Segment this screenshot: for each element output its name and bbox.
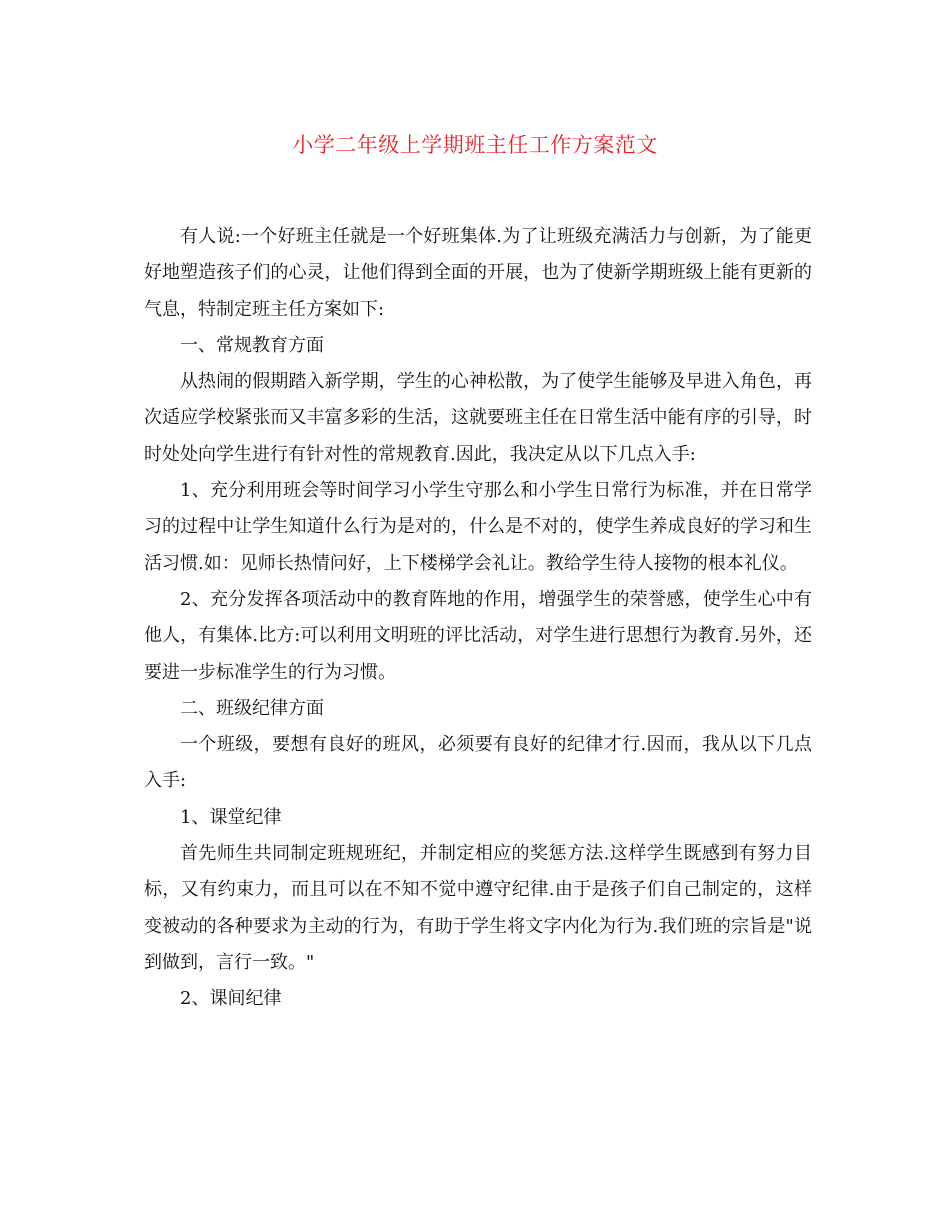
subheading-classroom-discipline: 1、课堂纪律 bbox=[180, 806, 282, 828]
paragraph-point-2: 2、充分发挥各项活动中的教育阵地的作用，增强学生的荣誉感，使学生心中有他人，有集体.比方:可以利用文明班的评比活动，对学生进行思想行为教育.另外，还要进一步标准学生的行为习惯。 bbox=[144, 588, 812, 683]
paragraph-classroom-discipline: 首先师生共同制定班规班纪，并制定相应的奖惩方法.这样学生既感到有努力目标，又有约束力，而且可以在不知不觉中遵守纪律.由于是孩子们自己制定的，这样变被动的各种要求为主动的行为，有助于学生将文字内化为行为.我们班的宗旨是"说到做到，言行一致。" bbox=[144, 843, 812, 973]
section-heading-routine-education: 一、常规教育方面 bbox=[180, 334, 324, 356]
paragraph-point-1: 1、充分利用班会等时间学习小学生守那么和小学生日常行为标准，并在日常学习的过程中让学生知道什么行为是对的，什么是不对的，使学生养成良好的学习和生活习惯.如：见师长热情问好，上下楼梯学会礼让。教给学生待人接物的根本礼仪。 bbox=[144, 480, 812, 574]
subheading-break-discipline: 2、课间纪律 bbox=[180, 988, 282, 1010]
paragraph-intro: 有人说:一个好班主任就是一个好班集体.为了让班级充满活力与创新，为了能更好地塑造孩子们的心灵，让他们得到全面的开展，也为了使新学期班级上能有更新的气息，特制定班主任方案如下: bbox=[144, 226, 812, 320]
paragraph-class-discipline: 一个班级，要想有良好的班风，必须要有良好的纪律才行.因而，我从以下几点入手: bbox=[144, 734, 812, 792]
document-body bbox=[144, 219, 812, 1018]
section-heading-class-discipline: 二、班级纪律方面 bbox=[180, 697, 324, 719]
document-title: 小学二年级上学期班主任工作方案范文 bbox=[292, 133, 658, 157]
paragraph-routine-education: 从热闹的假期踏入新学期，学生的心神松散，为了使学生能够及早进入角色，再次适应学校紧张而又丰富多彩的生活，这就要班主任在日常生活中能有序的引导，时时处处向学生进行有针对性的常规教育.因此，我决定从以下几点入手: bbox=[144, 371, 812, 465]
